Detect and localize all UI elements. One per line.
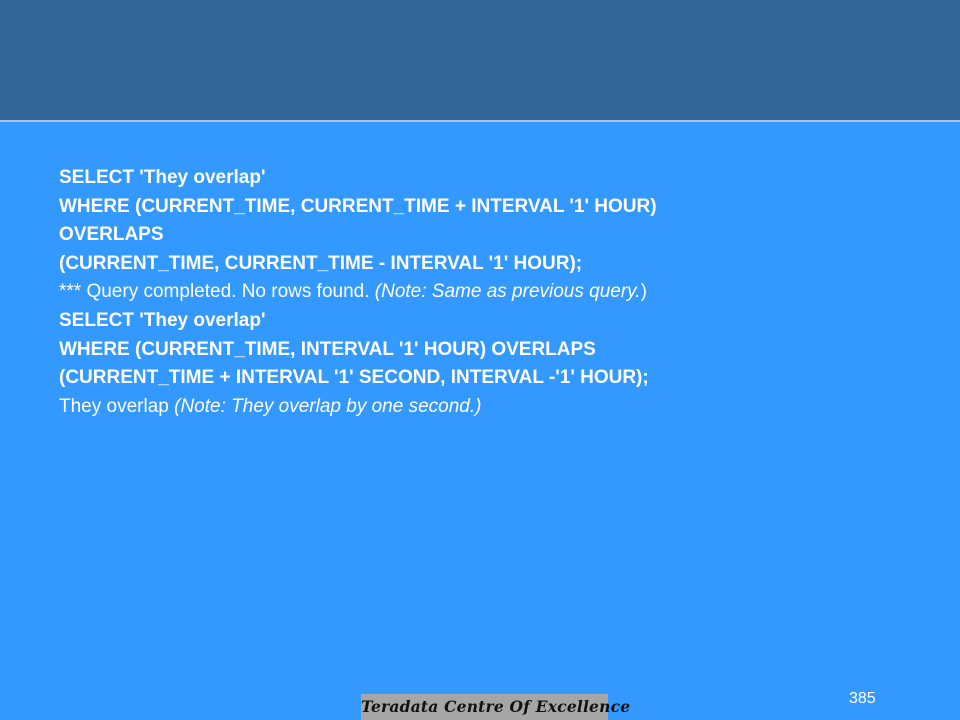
- sql-line-period-1: [59, 250, 939, 279]
- sql-text: OVERLAPS: [59, 224, 164, 246]
- sql-line-select-2: [59, 307, 939, 336]
- sql-line-select-1: [59, 164, 939, 193]
- result-line-2: [59, 393, 939, 422]
- sql-text: (CURRENT_TIME, CURRENT_TIME - INTERVAL '1' HOUR);: [59, 252, 583, 274]
- result-line-1: [59, 278, 939, 307]
- sql-line-where-2: [59, 336, 939, 365]
- slide-content: [59, 164, 939, 421]
- sql-line-overlaps-1: [59, 221, 939, 250]
- sql-text: SELECT 'They overlap': [59, 167, 266, 188]
- result-note-tail: ): [640, 281, 647, 303]
- page-number: 385: [849, 690, 876, 707]
- footer-banner: Teradata Centre Of Excellence: [361, 694, 608, 720]
- header-band: [0, 0, 960, 122]
- sql-text: WHERE (CURRENT_TIME, CURRENT_TIME + INTERVAL '1' HOUR): [59, 195, 657, 217]
- sql-text: (CURRENT_TIME + INTERVAL '1' SECOND, INTERVAL -'1' HOUR);: [59, 367, 649, 389]
- result-text: They overlap: [59, 395, 169, 417]
- sql-line-period-2: [59, 364, 939, 393]
- sql-line-where-1: [59, 193, 939, 222]
- sql-text: SELECT 'They overlap': [59, 309, 266, 331]
- result-note: (Note: They overlap by one second.): [174, 395, 482, 417]
- result-note: (Note: Same as previous query.: [374, 281, 641, 303]
- result-text: *** Query completed. No rows found.: [59, 281, 370, 303]
- sql-text: WHERE (CURRENT_TIME, INTERVAL '1' HOUR) OVERLAPS: [59, 338, 596, 360]
